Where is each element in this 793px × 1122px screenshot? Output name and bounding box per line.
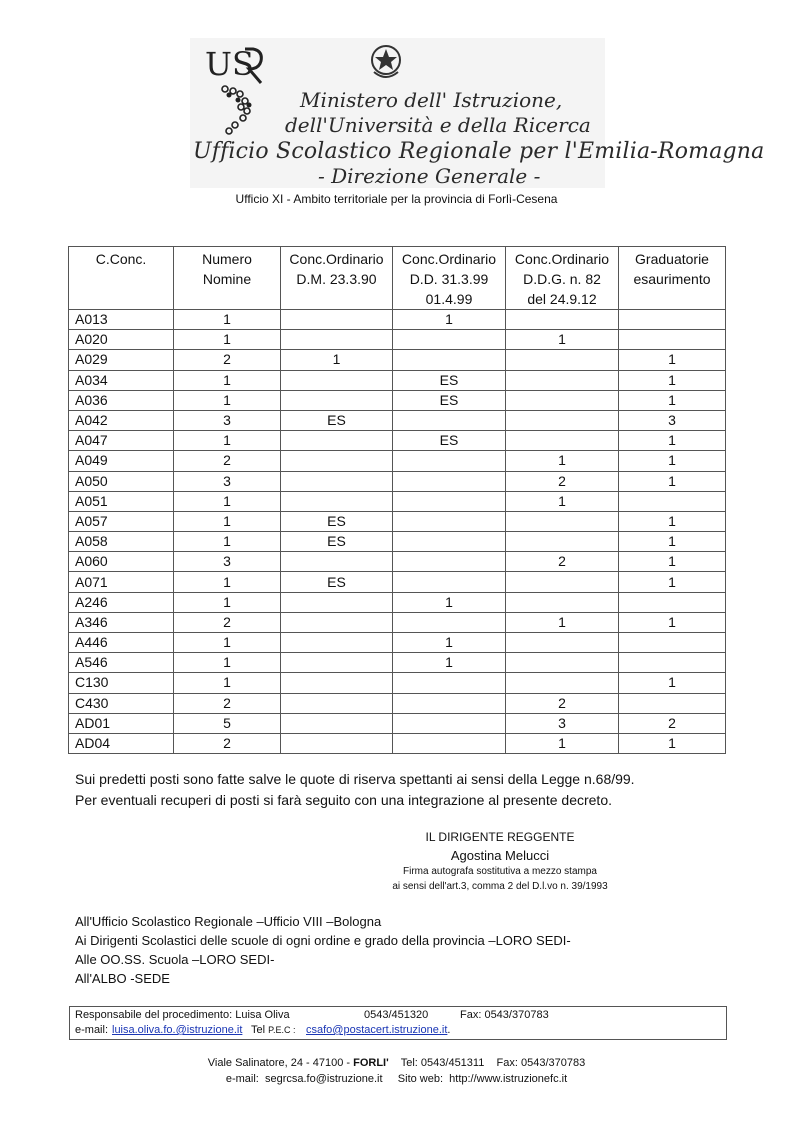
table-row <box>69 653 726 673</box>
tel-label: Tel <box>251 1024 266 1036</box>
signature-name: Agostina Melucci <box>450 848 550 863</box>
cell-conc-ddg-2012 <box>506 673 619 693</box>
cell-conc-ddg-2012 <box>506 370 619 390</box>
cell-numero-nomine: 1 <box>174 330 281 350</box>
table-row <box>69 713 726 733</box>
cell-conc-dd-1999: 1 <box>393 653 506 673</box>
cell-cconc: A036 <box>69 390 174 410</box>
cell-conc-dm-1990: ES <box>281 511 393 531</box>
cell-numero-nomine: 2 <box>174 451 281 471</box>
cell-numero-nomine: 1 <box>174 653 281 673</box>
cell-conc-ddg-2012: 2 <box>506 471 619 491</box>
cell-graduatorie: 1 <box>619 733 726 753</box>
cell-conc-dd-1999 <box>393 693 506 713</box>
email-label: e-mail: <box>75 1024 109 1036</box>
cell-cconc: C130 <box>69 673 174 693</box>
cell-conc-dm-1990 <box>281 330 393 350</box>
cell-graduatorie: 1 <box>619 451 726 471</box>
svg-text:US: US <box>205 45 254 83</box>
cell-cconc: A020 <box>69 330 174 350</box>
recipient-dirigenti: Ai Dirigenti Scolastici delle scuole di ogni ordine e grado della provincia –LORO SEDI- <box>75 933 571 948</box>
cell-graduatorie: 3 <box>619 410 726 430</box>
cell-conc-dd-1999 <box>393 532 506 552</box>
cell-conc-dm-1990 <box>281 370 393 390</box>
cell-graduatorie: 1 <box>619 673 726 693</box>
cell-conc-dd-1999: 1 <box>393 633 506 653</box>
cell-conc-dd-1999 <box>393 511 506 531</box>
cell-conc-dm-1990 <box>281 552 393 572</box>
cell-conc-ddg-2012 <box>506 410 619 430</box>
cell-graduatorie <box>619 653 726 673</box>
cell-conc-dm-1990 <box>281 693 393 713</box>
cell-graduatorie: 1 <box>619 572 726 592</box>
cell-conc-ddg-2012: 1 <box>506 491 619 511</box>
cell-numero-nomine: 1 <box>174 370 281 390</box>
cell-cconc: A049 <box>69 451 174 471</box>
signature-note-2: ai sensi dell'art.3, comma 2 del D.l.vo n. 39/1993 <box>392 881 608 892</box>
cell-numero-nomine: 1 <box>174 491 281 511</box>
cell-conc-ddg-2012 <box>506 511 619 531</box>
cell-numero-nomine: 1 <box>174 592 281 612</box>
cell-conc-dd-1999 <box>393 350 506 370</box>
table-header-row <box>69 247 726 310</box>
cell-conc-dd-1999 <box>393 612 506 632</box>
table-row <box>69 491 726 511</box>
cell-graduatorie: 1 <box>619 511 726 531</box>
cell-numero-nomine: 1 <box>174 673 281 693</box>
cell-conc-dd-1999 <box>393 713 506 733</box>
usr-logo <box>205 45 267 137</box>
table-row <box>69 511 726 531</box>
pec-email-link[interactable]: csafo@postacert.istruzione.it <box>306 1024 448 1036</box>
responsible-label: Responsabile del procedimento: Luisa Oliva <box>75 1009 290 1021</box>
signature-note-1: Firma autografa sostitutiva a mezzo stampa <box>403 866 597 877</box>
cell-conc-dd-1999: ES <box>393 370 506 390</box>
cell-graduatorie: 1 <box>619 431 726 451</box>
cell-conc-dd-1999 <box>393 471 506 491</box>
footer-address-prefix: Viale Salinatore, 24 - 47100 - <box>207 1057 354 1069</box>
cell-conc-dd-1999 <box>393 330 506 350</box>
ministry-line-4: - Direzione Generale - <box>318 164 541 188</box>
table-row <box>69 693 726 713</box>
cell-conc-ddg-2012: 3 <box>506 713 619 733</box>
cell-conc-dd-1999 <box>393 673 506 693</box>
table-row <box>69 612 726 632</box>
cell-graduatorie <box>619 330 726 350</box>
cell-conc-ddg-2012 <box>506 310 619 330</box>
cell-conc-dm-1990: 1 <box>281 350 393 370</box>
cell-numero-nomine: 3 <box>174 410 281 430</box>
cell-conc-dm-1990 <box>281 592 393 612</box>
cell-conc-dm-1990 <box>281 491 393 511</box>
table-row <box>69 350 726 370</box>
pec-email-wrap <box>306 1024 450 1036</box>
cell-cconc: A047 <box>69 431 174 451</box>
cell-numero-nomine: 1 <box>174 532 281 552</box>
footer-address-suffix: Tel: 0543/451311 Fax: 0543/370783 <box>388 1057 586 1069</box>
cell-conc-ddg-2012: 1 <box>506 451 619 471</box>
cell-graduatorie: 1 <box>619 370 726 390</box>
pec-suffix: . <box>447 1024 451 1036</box>
cell-conc-ddg-2012 <box>506 572 619 592</box>
table-row <box>69 431 726 451</box>
table-row <box>69 370 726 390</box>
cell-cconc: A346 <box>69 612 174 632</box>
table-row <box>69 572 726 592</box>
cell-numero-nomine: 3 <box>174 552 281 572</box>
ministry-line-2: dell'Università e della Ricerca <box>285 113 591 137</box>
table-row <box>69 310 726 330</box>
cell-cconc: A042 <box>69 410 174 430</box>
cell-conc-ddg-2012 <box>506 592 619 612</box>
cell-conc-dd-1999 <box>393 410 506 430</box>
cell-cconc: A071 <box>69 572 174 592</box>
cell-conc-dm-1990: ES <box>281 410 393 430</box>
header-conc-ddg-2012: Conc.Ordinario D.D.G. n. 82 del 24.9.12 <box>506 247 619 310</box>
cell-conc-ddg-2012: 1 <box>506 612 619 632</box>
cell-graduatorie: 1 <box>619 350 726 370</box>
cell-conc-ddg-2012 <box>506 653 619 673</box>
cell-conc-dd-1999 <box>393 491 506 511</box>
cell-conc-dm-1990: ES <box>281 532 393 552</box>
cell-conc-dm-1990 <box>281 612 393 632</box>
cell-graduatorie <box>619 592 726 612</box>
cell-numero-nomine: 1 <box>174 633 281 653</box>
cell-conc-dd-1999: ES <box>393 390 506 410</box>
cell-conc-dm-1990 <box>281 390 393 410</box>
office-line: Ufficio XI - Ambito territoriale per la provincia di Forlì-Cesena <box>235 192 558 206</box>
header-cconc: C.Conc. <box>69 247 174 310</box>
cell-cconc: AD04 <box>69 733 174 753</box>
cell-conc-ddg-2012: 1 <box>506 733 619 753</box>
cell-numero-nomine: 1 <box>174 572 281 592</box>
cell-conc-dd-1999 <box>393 451 506 471</box>
cell-numero-nomine: 1 <box>174 431 281 451</box>
recipient-ooss: Alle OO.SS. Scuola –LORO SEDI- <box>75 952 275 967</box>
cell-numero-nomine: 1 <box>174 390 281 410</box>
cell-conc-dd-1999 <box>393 572 506 592</box>
responsible-fax: Fax: 0543/370783 <box>460 1009 549 1021</box>
table-body <box>69 310 726 754</box>
cell-numero-nomine: 2 <box>174 693 281 713</box>
header-conc-dd-1999: Conc.Ordinario D.D. 31.3.99 01.4.99 <box>393 247 506 310</box>
cell-conc-dm-1990 <box>281 673 393 693</box>
table-row <box>69 532 726 552</box>
table-row <box>69 410 726 430</box>
header-numero-nomine: Numero Nomine <box>174 247 281 310</box>
cell-conc-dm-1990: ES <box>281 572 393 592</box>
ministry-line-1: Ministero dell' Istruzione, <box>300 88 563 112</box>
header-graduatorie: Graduatorie esaurimento <box>619 247 726 310</box>
cell-conc-dm-1990 <box>281 310 393 330</box>
pec-abbr: P.E.C : <box>268 1025 296 1035</box>
table-row <box>69 330 726 350</box>
cell-conc-dm-1990 <box>281 633 393 653</box>
cell-cconc: A034 <box>69 370 174 390</box>
cell-conc-dd-1999 <box>393 552 506 572</box>
cell-cconc: A246 <box>69 592 174 612</box>
signature-title: IL DIRIGENTE REGGENTE <box>425 830 575 844</box>
cell-graduatorie: 1 <box>619 390 726 410</box>
cell-conc-dd-1999 <box>393 733 506 753</box>
cell-conc-dm-1990 <box>281 653 393 673</box>
cell-cconc: A057 <box>69 511 174 531</box>
cell-graduatorie <box>619 491 726 511</box>
nomine-table <box>68 246 726 754</box>
cell-conc-dm-1990 <box>281 451 393 471</box>
cell-cconc: A029 <box>69 350 174 370</box>
cell-numero-nomine: 2 <box>174 733 281 753</box>
cell-conc-dd-1999: 1 <box>393 310 506 330</box>
responsible-email-link[interactable]: luisa.oliva.fo.@istruzione.it <box>112 1024 243 1036</box>
table-row <box>69 633 726 653</box>
cell-conc-dm-1990 <box>281 713 393 733</box>
table-row <box>69 733 726 753</box>
cell-cconc: A546 <box>69 653 174 673</box>
table-row <box>69 673 726 693</box>
recipient-albo: All'ALBO -SEDE <box>75 971 170 986</box>
pec-label <box>251 1024 295 1036</box>
recovery-note: Per eventuali recuperi di posti si farà seguito con una integrazione al presente decreto. <box>75 792 612 808</box>
cell-numero-nomine: 1 <box>174 511 281 531</box>
cell-cconc: C430 <box>69 693 174 713</box>
cell-graduatorie: 1 <box>619 471 726 491</box>
cell-conc-ddg-2012 <box>506 431 619 451</box>
cell-conc-ddg-2012: 2 <box>506 693 619 713</box>
cell-numero-nomine: 3 <box>174 471 281 491</box>
cell-cconc: A060 <box>69 552 174 572</box>
cell-conc-ddg-2012 <box>506 532 619 552</box>
cell-graduatorie <box>619 633 726 653</box>
cell-cconc: A058 <box>69 532 174 552</box>
header-conc-dm-1990: Conc.Ordinario D.M. 23.3.90 <box>281 247 393 310</box>
cell-graduatorie: 1 <box>619 552 726 572</box>
cell-conc-dd-1999: 1 <box>393 592 506 612</box>
cell-conc-ddg-2012 <box>506 633 619 653</box>
cell-graduatorie: 1 <box>619 612 726 632</box>
table-row <box>69 592 726 612</box>
cell-cconc: A446 <box>69 633 174 653</box>
cell-cconc: A051 <box>69 491 174 511</box>
responsible-phone: 0543/451320 <box>364 1009 429 1021</box>
cell-conc-dm-1990 <box>281 471 393 491</box>
cell-conc-dd-1999: ES <box>393 431 506 451</box>
cell-numero-nomine: 2 <box>174 350 281 370</box>
reserve-note: Sui predetti posti sono fatte salve le quote di riserva spettanti ai sensi della Legge n.68/99. <box>75 771 635 787</box>
cell-graduatorie: 1 <box>619 532 726 552</box>
cell-graduatorie <box>619 693 726 713</box>
footer-city: FORLI' <box>353 1057 389 1069</box>
recipient-usr: All'Ufficio Scolastico Regionale –Ufficio VIII –Bologna <box>75 914 382 929</box>
footer-contacts: e-mail: segrcsa.fo@istruzione.it Sito web: http://www.istruzionefc.it <box>225 1073 568 1085</box>
cell-numero-nomine: 5 <box>174 713 281 733</box>
cell-conc-ddg-2012 <box>506 390 619 410</box>
contact-box <box>69 1006 727 1040</box>
ministry-line-3: Ufficio Scolastico Regionale per l'Emilia-Romagna <box>193 139 765 164</box>
cell-conc-dm-1990 <box>281 431 393 451</box>
table-row <box>69 552 726 572</box>
italian-republic-emblem <box>370 42 402 82</box>
cell-graduatorie: 2 <box>619 713 726 733</box>
cell-conc-ddg-2012: 1 <box>506 330 619 350</box>
cell-numero-nomine: 1 <box>174 310 281 330</box>
cell-conc-ddg-2012 <box>506 350 619 370</box>
table-row <box>69 451 726 471</box>
cell-conc-ddg-2012: 2 <box>506 552 619 572</box>
cell-cconc: AD01 <box>69 713 174 733</box>
cell-conc-dm-1990 <box>281 733 393 753</box>
footer-address <box>0 1057 793 1069</box>
cell-cconc: A013 <box>69 310 174 330</box>
table-row <box>69 390 726 410</box>
cell-graduatorie <box>619 310 726 330</box>
cell-numero-nomine: 2 <box>174 612 281 632</box>
cell-cconc: A050 <box>69 471 174 491</box>
table-row <box>69 471 726 491</box>
